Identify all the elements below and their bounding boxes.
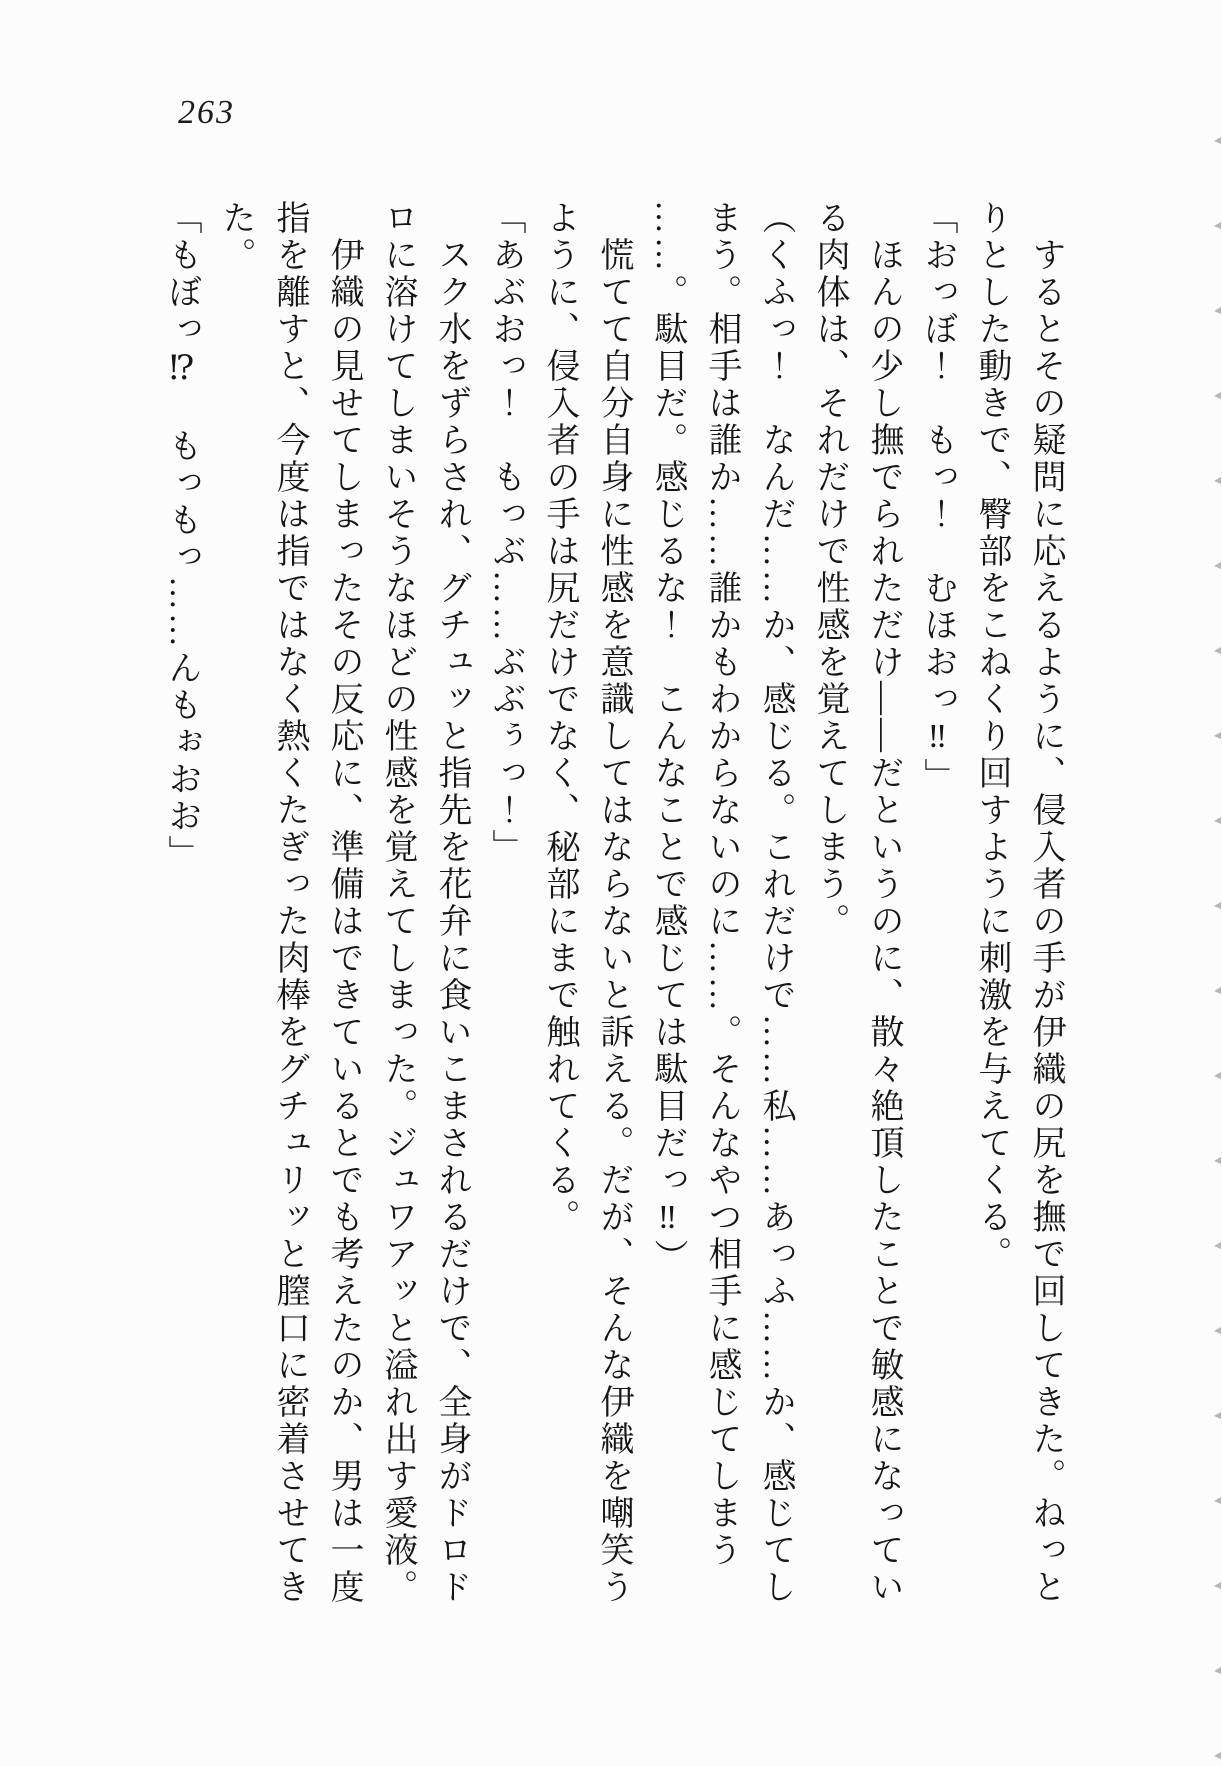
scan-artifact [1214, 902, 1221, 909]
text-column: するとその疑問に応えるように、侵入者の手が伊織の尻を撫で回してきた。ねっと [1027, 200, 1064, 1606]
scan-artifact [1214, 1667, 1221, 1674]
text-column: 「もぼっ⁉ もっもっ……んもぉおお」 [163, 200, 200, 872]
text-column: （くふっ！ なんだ……か、感じる。これだけで……私……あっふ……か、感じてし [757, 200, 794, 1606]
scan-artifact [1214, 987, 1221, 994]
scan-artifact [1214, 392, 1221, 399]
text-column: 伊織の見せてしまったその反応に、準備はできているとでも考えたのか、男は一度 [325, 200, 362, 1606]
scan-artifact [1214, 1242, 1221, 1249]
scan-artifact [1214, 1412, 1221, 1419]
scan-artifact [1214, 1582, 1221, 1589]
scan-artifact [1214, 137, 1221, 144]
page-number: 263 [178, 94, 235, 131]
scan-artifact [1214, 222, 1221, 229]
text-column: りとした動きで、臀部をこねくり回すように刺激を与えてくる。 [973, 200, 1010, 1273]
scan-artifact [1214, 1327, 1221, 1334]
scan-artifact [1214, 477, 1221, 484]
scan-artifact [1214, 732, 1221, 739]
text-column: スク水をずらされ、グチュッと指先を花弁に食いこまされるだけで、全身がドロド [433, 200, 470, 1606]
text-column: た。 [217, 200, 254, 274]
scan-artifact [1214, 1752, 1221, 1759]
text-column: 「おっぼ！ もっ！ むほおっ‼」 [919, 200, 956, 795]
text-column: 指を離すと、今度は指ではなく熱くたぎった肉棒をグチュリッと膣口に密着させてき [271, 200, 308, 1606]
text-column: ロに溶けてしまいそうなほどの性感を覚えてしまった。ジュワアッと溢れ出す愛液。 [379, 200, 416, 1606]
scan-artifact [1214, 1157, 1221, 1164]
scan-artifact [1214, 307, 1221, 314]
text-column: ように、侵入者の手は尻だけでなく、秘部にまで触れてくる。 [541, 200, 578, 1236]
text-column: ほんの少し撫でられただけ――だというのに、散々絶頂したことで敏感になってい [865, 200, 902, 1606]
scan-artifact [1214, 1072, 1221, 1079]
vertical-text-block [154, 200, 1072, 1680]
text-column: る肉体は、それだけで性感を覚えてしまう。 [811, 200, 848, 940]
scan-artifact [1214, 817, 1221, 824]
text-column: まう。相手は誰か……誰かもわからないのに……。そんなやつ相手に感じてしまう [703, 200, 740, 1569]
scan-artifact [1214, 647, 1221, 654]
text-column: ……。駄目だ。感じるな！ こんなことで感じては駄目だっ‼） [649, 200, 686, 1276]
text-column: 慌てて自分自身に性感を意識してはならないと訴える。だが、そんな伊織を嘲笑う [595, 200, 632, 1606]
scan-artifact [1214, 1497, 1221, 1504]
scan-artifact [1214, 562, 1221, 569]
text-column: 「あぶおっ！ もっぶ……ぶぶぅっ！」 [487, 200, 524, 866]
